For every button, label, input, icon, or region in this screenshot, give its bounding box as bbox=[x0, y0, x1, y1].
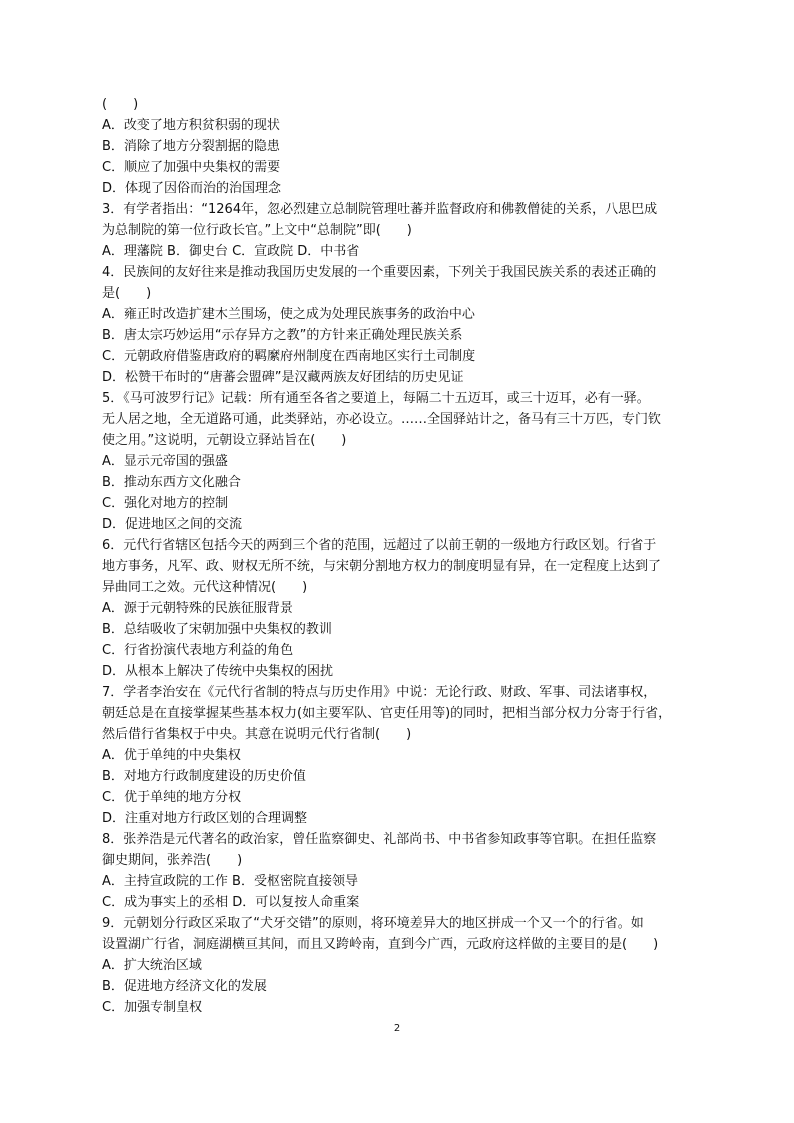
option-line: B．促进地方经济文化的发展 bbox=[102, 979, 267, 994]
option-line: C．加强专制皇权 bbox=[102, 1000, 203, 1015]
question-line: 使之用。”这说明，元朝设立驿站旨在( ) bbox=[102, 433, 347, 448]
option-line: C．元朝政府借鉴唐政府的羁縻府州制度在西南地区实行土司制度 bbox=[102, 349, 476, 364]
question-line: 设置湖广行省，洞庭湖横亘其间，而且又跨岭南，直到今广西，元政府这样做的主要目的是( ) bbox=[102, 937, 659, 952]
text-line: ( ) bbox=[102, 97, 139, 112]
question-line: 3．有学者指出：“1264年，忽必烈建立总制院管理吐蕃并监督政府和佛教僧徒的关系，八思巴成 bbox=[102, 202, 658, 217]
option-line: C．行省扮演代表地方利益的角色 bbox=[102, 643, 294, 658]
option-line: B．对地方行政制度建设的历史价值 bbox=[102, 769, 306, 784]
option-line: A．扩大统治区域 bbox=[102, 958, 202, 973]
option-line: C．成为事实上的丞相 D．可以复按人命重案 bbox=[102, 895, 360, 910]
question-line: 5．《马可波罗行记》记载：所有通至各省之要道上，每隔二十五迈耳，或三十迈耳，必有一驿。 bbox=[102, 391, 650, 406]
option-line: D．松赞干布时的“唐蕃会盟碑”是汉藏两族友好团结的历史见证 bbox=[102, 370, 464, 385]
question-line: 异曲同工之效。元代这种情况( ) bbox=[102, 580, 308, 595]
option-line: C．优于单纯的地方分权 bbox=[102, 790, 242, 805]
question-line: 然后借行省集权于中央。其意在说明元代行省制( ) bbox=[102, 727, 412, 742]
option-line: D．体现了因俗而治的治国理念 bbox=[102, 181, 282, 196]
page-number: 2 bbox=[393, 1023, 401, 1034]
question-line: 9．元朝划分行政区采取了“犬牙交错”的原则，将环境差异大的地区拼成一个又一个的行省。如 bbox=[102, 916, 644, 931]
question-text-block bbox=[102, 94, 702, 1018]
option-line: B．总结吸收了宋朝加强中央集权的教训 bbox=[102, 622, 332, 637]
question-line: 6．元代行省辖区包括今天的两到三个省的范围，远超过了以前王朝的一级地方行政区划。行省于 bbox=[102, 538, 657, 553]
option-line: B．推动东西方文化融合 bbox=[102, 475, 241, 490]
option-line: D．促进地区之间的交流 bbox=[102, 517, 243, 532]
option-line: C．强化对地方的控制 bbox=[102, 496, 229, 511]
option-line: A．改变了地方积贫积弱的现状 bbox=[102, 118, 280, 133]
option-line: A．显示元帝国的强盛 bbox=[102, 454, 228, 469]
option-line: A．理藩院 B．御史台 C．宣政院 D．中书省 bbox=[102, 244, 360, 259]
option-line: A．源于元朝特殊的民族征服背景 bbox=[102, 601, 293, 616]
question-line: 是( ) bbox=[102, 286, 152, 301]
option-line: C．顺应了加强中央集权的需要 bbox=[102, 160, 281, 175]
option-line: A．主持宣政院的工作 B．受枢密院直接领导 bbox=[102, 874, 358, 889]
option-line: D．注重对地方行政区划的合理调整 bbox=[102, 811, 308, 826]
option-line: D．从根本上解决了传统中央集权的困扰 bbox=[102, 664, 334, 679]
question-line: 地方事务，凡军、政、财权无所不统，与宋朝分割地方权力的制度明显有异，在一定程度上达到了 bbox=[102, 559, 662, 574]
question-line: 8．张养浩是元代著名的政治家，曾任监察御史、礼部尚书、中书省参知政事等官职。在担任监察 bbox=[102, 832, 657, 847]
option-line: A．优于单纯的中央集权 bbox=[102, 748, 241, 763]
option-line: A．雍正时改造扩建木兰围场，使之成为处理民族事务的政治中心 bbox=[102, 307, 475, 322]
question-line: 御史期间，张养浩( ) bbox=[102, 853, 243, 868]
question-line: 朝廷总是在直接掌握某些基本权力(如主要军队、官吏任用等)的同时，把相当部分权力分寄于行省， bbox=[102, 706, 672, 721]
question-line: 7．学者李治安在《元代行省制的特点与历史作用》中说：无论行政、财政、军事、司法诸事权， bbox=[102, 685, 657, 700]
question-line: 无人居之地，全无道路可通，此类驿站，亦必设立。……全国驿站计之，备马有三十万匹，专门钦 bbox=[102, 412, 662, 427]
question-line: 为总制院的第一位行政长官。”上文中“总制院”即( ) bbox=[102, 223, 412, 238]
question-line: 4．民族间的友好往来是推动我国历史发展的一个重要因素，下列关于我国民族关系的表述正确的 bbox=[102, 265, 657, 280]
option-line: B．唐太宗巧妙运用“示存异方之教”的方针来正确处理民族关系 bbox=[102, 328, 463, 343]
option-line: B．消除了地方分裂割据的隐患 bbox=[102, 139, 280, 154]
